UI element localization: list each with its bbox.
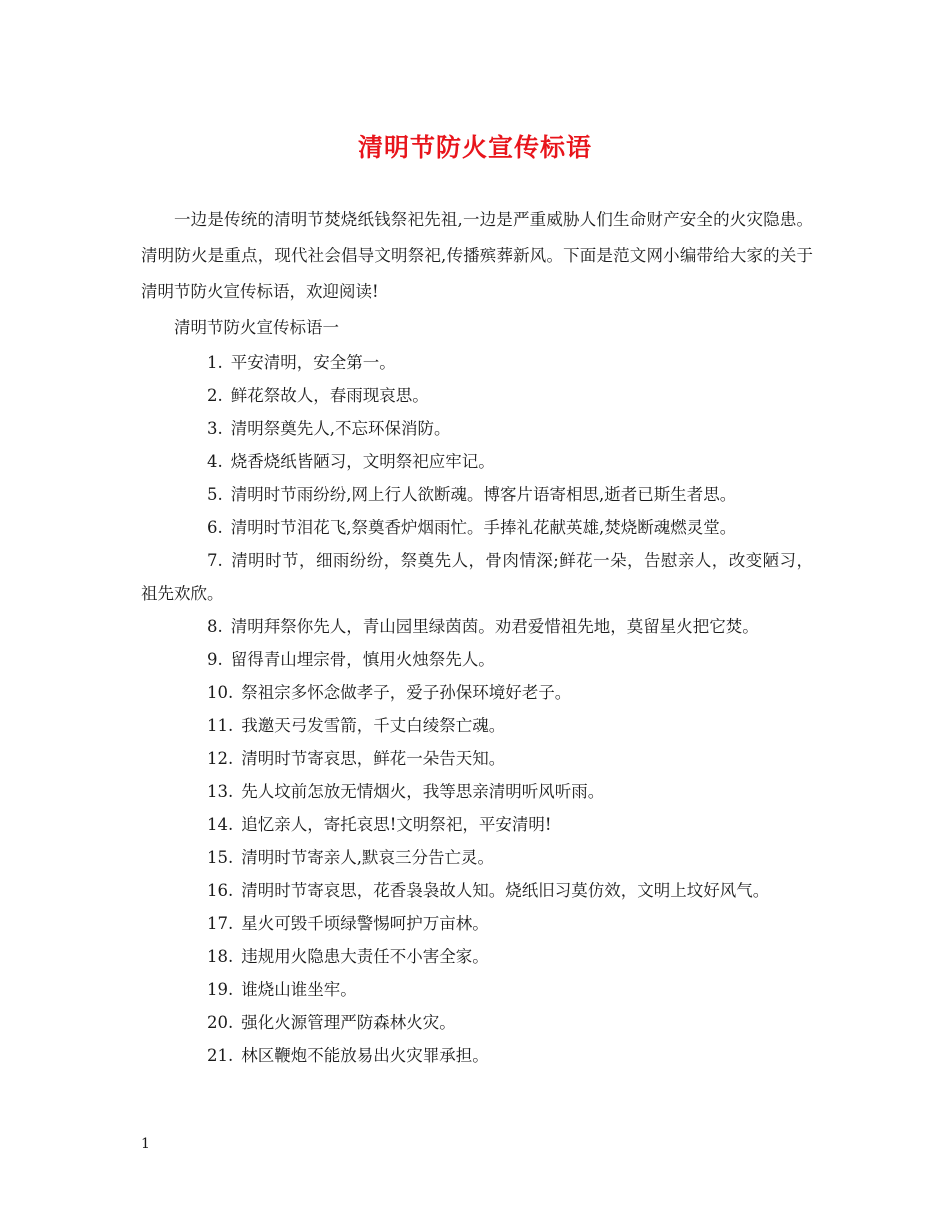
slogan-number: 13. [207, 782, 234, 801]
slogan-number: 5. [207, 485, 223, 504]
slogan-number: 2. [207, 386, 223, 405]
slogan-item [141, 643, 813, 676]
slogan-number: 3. [207, 419, 223, 438]
slogan-text: 林区鞭炮不能放易出火灾罪承担。 [241, 1046, 489, 1065]
slogan-text: 谁烧山谁坐牢。 [241, 980, 357, 999]
slogan-text: 清明拜祭你先人，青山园里绿茵茵。劝君爱惜祖先地，莫留星火把它焚。 [230, 617, 759, 636]
slogan-text: 清明时节泪花飞,祭奠香炉烟雨忙。手捧礼花献英雄,焚烧断魂燃灵堂。 [230, 518, 737, 537]
slogan-item [141, 346, 813, 379]
slogan-item [141, 742, 813, 775]
slogan-number: 19. [207, 980, 234, 999]
slogan-number: 1. [207, 353, 223, 372]
slogan-text: 清明时节，细雨纷纷，祭奠先人，骨肉情深;鲜花一朵，告慰亲人，改变陋习，祖先欢欣。 [141, 551, 813, 603]
slogan-number: 12. [207, 749, 234, 768]
slogan-item [141, 841, 813, 874]
slogan-number: 8. [207, 617, 223, 636]
slogan-text: 祭祖宗多怀念做孝子，爱子孙保环境好老子。 [241, 683, 572, 702]
slogan-text: 平安清明，安全第一。 [230, 353, 396, 372]
slogan-text: 烧香烧纸皆陋习，文明祭祀应牢记。 [230, 452, 495, 471]
section-heading: 清明节防火宣传标语一 [174, 318, 339, 337]
slogan-number: 18. [207, 947, 234, 966]
slogan-number: 6. [207, 518, 223, 537]
slogan-item [141, 412, 813, 445]
slogan-number: 4. [207, 452, 223, 471]
slogan-item [141, 544, 813, 610]
slogan-number: 20. [207, 1013, 234, 1032]
slogan-text: 鲜花祭故人，春雨现哀思。 [230, 386, 429, 405]
slogan-number: 15. [207, 848, 234, 867]
slogan-text: 追忆亲人，寄托哀思!文明祭祀，平安清明! [241, 815, 552, 834]
slogan-text: 先人坟前怎放无情烟火，我等思亲清明听风听雨。 [241, 782, 605, 801]
slogan-number: 14. [207, 815, 234, 834]
slogan-text: 清明时节寄哀思，鲜花一朵告天知。 [241, 749, 506, 768]
slogan-text: 清明时节寄亲人,默哀三分告亡灵。 [241, 848, 494, 867]
slogan-text: 强化火源管理严防森林火灾。 [241, 1013, 456, 1032]
slogan-text: 违规用火隐患大责任不小害全家。 [241, 947, 489, 966]
slogan-item [141, 874, 813, 907]
page-title: 清明节防火宣传标语 [357, 133, 592, 162]
slogan-item [141, 775, 813, 808]
slogan-text: 清明祭奠先人,不忘环保消防。 [230, 419, 451, 438]
slogan-item [141, 907, 813, 940]
slogan-number: 16. [207, 881, 234, 900]
slogan-item [141, 1006, 813, 1039]
slogan-number: 17. [207, 914, 234, 933]
slogan-text: 清明时节寄哀思，花香袅袅故人知。烧纸旧习莫仿效，文明上坟好风气。 [241, 881, 770, 900]
slogan-item [141, 808, 813, 841]
slogan-number: 7. [207, 551, 223, 570]
slogan-text: 我邀天弓发雪箭，千丈白绫祭亡魂。 [241, 716, 506, 735]
document-body [141, 202, 813, 1072]
slogan-item [141, 379, 813, 412]
slogan-number: 9. [207, 650, 223, 669]
slogan-item [141, 1039, 813, 1072]
slogan-text: 清明时节雨纷纷,网上行人欲断魂。博客片语寄相思,逝者已斯生者思。 [230, 485, 737, 504]
slogan-number: 21. [207, 1046, 234, 1065]
slogan-item [141, 709, 813, 742]
slogan-item [141, 676, 813, 709]
slogan-item [141, 478, 813, 511]
slogan-number: 11. [207, 716, 234, 735]
slogan-list [141, 346, 813, 1072]
slogan-number: 10. [207, 683, 234, 702]
slogan-item [141, 973, 813, 1006]
slogan-text: 留得青山埋宗骨，慎用火烛祭先人。 [230, 650, 495, 669]
intro-paragraph: 一边是传统的清明节焚烧纸钱祭祀先祖,一边是严重威胁人们生命财产安全的火灾隐患。清明防火是重点，现代社会倡导文明祭祀,传播殡葬新风。下面是范文网小编带给大家的关于清明节防火宣传标语，欢迎阅读! [141, 210, 813, 301]
slogan-item [141, 940, 813, 973]
slogan-text: 星火可毁千顷绿警惕呵护万亩林。 [241, 914, 489, 933]
slogan-item [141, 511, 813, 544]
page-number: 1 [141, 1136, 150, 1152]
slogan-item [141, 610, 813, 643]
slogan-item [141, 445, 813, 478]
